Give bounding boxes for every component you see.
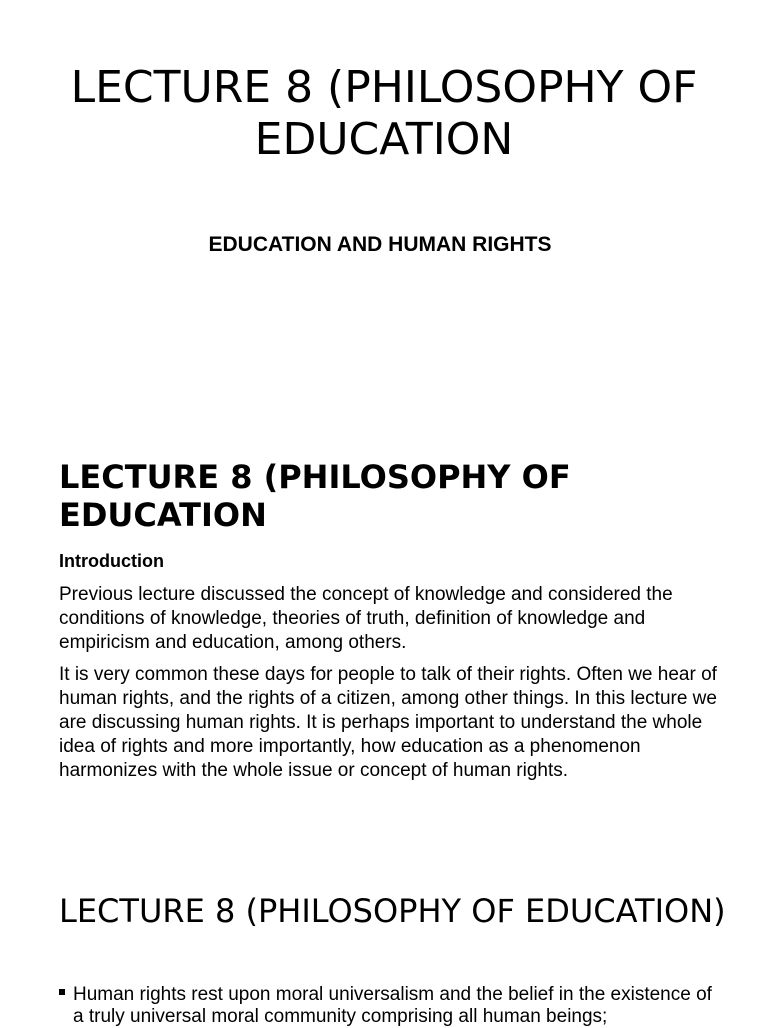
slide-heading: LECTURE 8 (PHILOSOPHY OF EDUCATION [59, 458, 571, 534]
body-paragraph: It is very common these days for people to talk of their rights. Often we hear of human rights, and the rights of a citizen, among other things. In this lecture we are discussing human rights. It is perhaps important to understand the whole idea of rights and more importantly, how education as a phenomenon harmonizes with the whole issue or concept of human rights. [59, 664, 717, 781]
slide-title-heading: LECTURE 8 (PHILOSOPHY OF EDUCATION [70, 62, 698, 165]
body-paragraph: Previous lecture discussed the concept of knowledge and considered the conditions of knowledge, theories of truth, definition of knowledge and empiricism and education, among others. [59, 584, 673, 653]
slide-subtitle: EDUCATION AND HUMAN RIGHTS [208, 233, 552, 256]
slide-introduction [0, 432, 768, 864]
square-bullet-icon [59, 989, 65, 995]
slide-human-rights [0, 864, 768, 1027]
list-item [59, 984, 719, 1028]
slide-heading: LECTURE 8 (PHILOSOPHY OF EDUCATION) [59, 892, 726, 930]
section-heading: Introduction [59, 551, 164, 571]
list-item-text: Human rights rest upon moral universalism and the belief in the existence of a truly universal moral community comprising all human beings; [73, 984, 712, 1027]
bullet-list [59, 984, 719, 1028]
slide-title [0, 0, 768, 432]
slide-body [59, 549, 719, 791]
